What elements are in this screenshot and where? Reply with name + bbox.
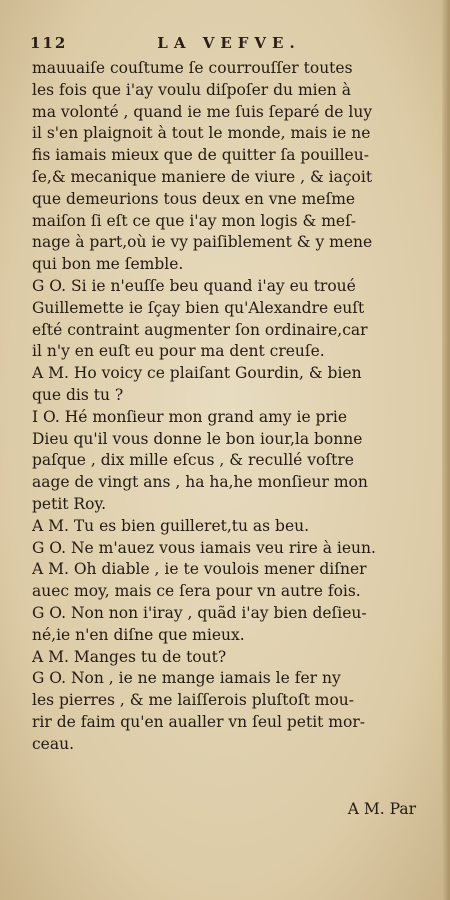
text-line: auec moy, mais ce ſera pour vn autre fois. <box>32 582 361 601</box>
text-line: ceau. <box>32 734 75 753</box>
text-line: qui bon me ſemble. <box>32 255 184 274</box>
catchword: A M. Par <box>347 800 416 818</box>
text-line: les pierres , & me laiſſerois pluſtoſt mou- <box>32 691 354 710</box>
text-line: ma volonté , quand ie me ſuis ſeparé de luy <box>32 102 373 121</box>
text-line: G O. Ne m'auez vous iamais veu rire à ieun. <box>32 538 376 557</box>
text-line: rir de faim qu'en aualler vn ſeul petit mor- <box>32 712 365 731</box>
text-line: G O. Non non i'iray , quãd i'ay bien deſieu- <box>32 603 367 622</box>
text-line: petit Roy. <box>32 494 107 513</box>
body-text <box>32 58 424 756</box>
running-title: LA VEFVE. <box>157 34 301 52</box>
text-line: A M. Tu es bien guilleret,tu as beu. <box>32 516 310 535</box>
text-line: A M. Oh diable , ie te voulois mener diſner <box>32 560 367 579</box>
text-line: I O. Hé monſieur mon grand amy ie prie <box>32 407 348 426</box>
text-line: que dis tu ? <box>32 385 124 404</box>
text-line: G O. Si ie n'euſſe beu quand i'ay eu troué <box>32 276 356 295</box>
page-edge-shadow <box>442 0 450 900</box>
text-line: aage de vingt ans , ha ha,he monſieur mon <box>32 473 368 492</box>
text-line: mauuaiſe couſtume ſe courrouſſer toutes <box>32 59 353 77</box>
text-line: Dieu qu'il vous donne le bon iour,la bonne <box>32 429 363 448</box>
text-line: maiſon ſi eſt ce que i'ay mon logis & meſ- <box>32 211 357 230</box>
text-line: A M. Ho voicy ce plaiſant Gourdin, & bien <box>32 364 362 383</box>
text-line: G O. Non , ie ne mange iamais le fer ny <box>32 669 341 688</box>
page-header <box>30 30 428 58</box>
text-line: paſque , dix mille eſcus , & recullé voſtre <box>32 451 354 470</box>
text-line: que demeurions tous deux en vne meſme <box>32 189 356 208</box>
text-line: eſté contraint augmenter ſon ordinaire,car <box>32 320 368 339</box>
text-line: Guillemette ie ſçay bien qu'Alexandre euſt <box>32 298 365 317</box>
text-line: les fois que i'ay voulu diſpoſer du mien à <box>32 80 351 99</box>
text-line: fis iamais mieux que de quitter ſa pouilleu- <box>32 146 369 165</box>
text-line: ſe,& mecanique maniere de viure , & iaçoit <box>32 167 373 186</box>
text-line: né,ie n'en diſne que mieux. <box>32 625 245 644</box>
page-number: 112 <box>30 34 68 52</box>
text-line: il s'en plaignoit à tout le monde, mais ie ne <box>32 124 371 143</box>
text-line: nage à part,où ie vy paiſiblement & y mene <box>32 233 373 252</box>
text-line: A M. Manges tu de tout? <box>32 647 227 666</box>
text-line: il n'y en euſt eu pour ma dent creuſe. <box>32 342 325 361</box>
